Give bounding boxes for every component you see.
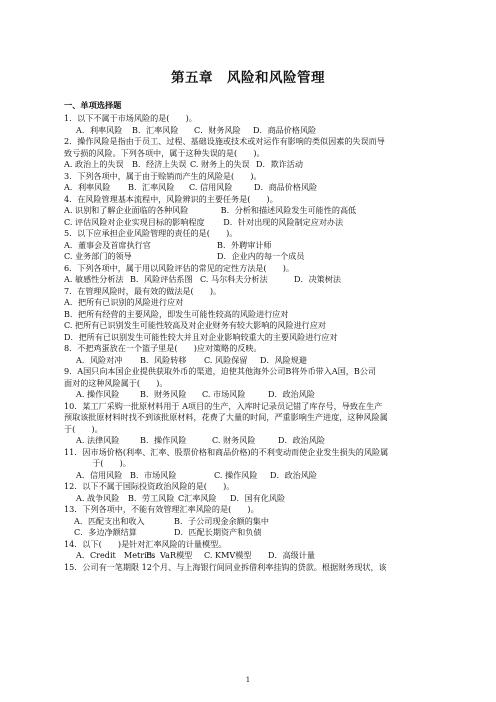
question-text-line: 预取该批原材料时找不到该批原材料，花费了大量的时间，严重影响生产进度，这种风险属	[64, 412, 388, 422]
answer-option: D．商品价格风险	[254, 182, 318, 192]
answer-options	[64, 435, 436, 447]
options-row	[76, 389, 436, 401]
question-text-line: 9．A国只向本国企业提供获取外币的渠道，迫使其他海外公司B将外币带入A国，B公司	[64, 366, 377, 376]
answer-option: B．风险转移	[140, 354, 187, 365]
question-text-line: 1．以下不属于市场风险的是( )。	[64, 113, 197, 123]
answer-options	[64, 274, 436, 286]
answer-option: C．多边净额结算	[74, 527, 137, 537]
answer-option: D．政治风险	[268, 389, 315, 399]
answer-option: C汇率风险	[178, 492, 217, 503]
chapter-title: 第五章 风险和风险管理	[171, 70, 325, 86]
answer-options	[64, 355, 436, 367]
answer-option: C. 财务上的失误	[190, 159, 250, 169]
question-text-line: 11．因市场价格(利率、汇率、股票价格和商品价格)的不利变动而使企业发生损失的风险属	[64, 446, 389, 457]
answer-option: A. 法律风险	[76, 435, 120, 445]
answer-option: D．政治风险	[270, 469, 317, 480]
answer-options	[64, 516, 436, 528]
answer-option: A．风险对冲	[76, 354, 123, 365]
answer-options	[64, 470, 436, 482]
answer-option: C. 信用风险	[189, 182, 233, 192]
answer-option: C. 操作风险	[214, 469, 258, 480]
answer-options	[64, 182, 436, 194]
answer-options	[64, 527, 436, 539]
options-row	[76, 550, 436, 562]
question-text-line: A．把所有已识别的风险进行应对	[64, 297, 184, 307]
options-row	[76, 435, 436, 447]
question-text-line: 13．下列各项中，不能有效管理汇率风险的是( )。	[64, 504, 259, 514]
answer-options	[64, 251, 436, 263]
answer-option: D．风险规避	[260, 354, 307, 365]
answer-options	[64, 493, 436, 505]
answer-options	[64, 240, 436, 252]
question-text-line: D．把所有已识别发生可能性较大并且对企业影响较重大的主要风险进行应对	[64, 331, 338, 342]
answer-option: C. 马尔科夫分析法	[200, 274, 268, 284]
answer-option: B．财务风险	[140, 389, 187, 399]
answer-option: B．风险评估系图	[130, 274, 193, 284]
answer-option: C．财务风险	[194, 124, 241, 135]
question-text-line: 8．不把鸡蛋放在一个篮子里是( )应对策略的反映。	[64, 343, 262, 353]
question-text-line: 于( )。	[76, 458, 131, 468]
answer-options	[64, 389, 436, 401]
answer-option: A．匹配支出和收入	[74, 515, 145, 526]
question-list	[64, 113, 436, 573]
answer-option: A．董事会及首席执行官	[64, 239, 151, 250]
question-text-line: 致亏损的风险。下列各项中，属于这种失误的是( )。	[64, 147, 265, 158]
options-row	[64, 251, 436, 263]
answer-options	[64, 159, 436, 171]
question-text-line: 4．在风险管理基本流程中，风险辨识的主要任务是( )。	[64, 193, 278, 204]
options-row	[74, 516, 436, 528]
options-row	[76, 125, 436, 137]
answer-option: D．决策树法	[294, 274, 341, 284]
answer-option: D．商品价格风险	[253, 124, 317, 135]
options-row	[74, 527, 436, 539]
options-row	[76, 493, 436, 505]
question-text-line: 面对的这种风险属于( )。	[64, 377, 168, 388]
answer-option: D．高级计量	[268, 550, 315, 560]
section-heading: 一、单项选择题	[64, 100, 122, 110]
answer-option: A．利率风险	[76, 124, 123, 135]
question-text-line: 14．以下( )是针对汇率风险的计量模型。	[64, 538, 227, 549]
question-text-line: 15．公司有一笔期限 12个月、与上海银行间同业拆借利率挂钩的贷款。根据财务现状，该	[64, 561, 387, 572]
answer-option: B．市场风险	[130, 469, 177, 480]
question-text-line: 于( )。	[64, 423, 103, 434]
options-row	[64, 240, 436, 252]
answer-option: A．Credit Metrics	[76, 550, 156, 560]
answer-option: B．操作风险	[140, 435, 187, 445]
answer-option: C. 财务风险	[212, 435, 256, 445]
answer-option: C. 市场风险	[202, 389, 246, 399]
options-row	[64, 182, 436, 194]
answer-option: A．利率风险	[64, 182, 111, 192]
question-text-line: 7．在管理风险时，最有效的做法是( )。	[64, 285, 222, 296]
question-text-line: 2．操作风险是指由于员工、过程、基础设施或技术或对运作有影响的类似因素的失误而导	[64, 136, 385, 146]
answer-options	[64, 125, 436, 137]
answer-option: B．经济上失误	[132, 159, 187, 169]
answer-option: D．企业内的每一个成员	[217, 251, 305, 261]
question-text-line: 3．下列各项中，属于由于赊销而产生的风险是( )。	[64, 170, 262, 181]
question-text-line: B．把所有经营的主要风险，即发生可能性较高的风险进行应对	[64, 308, 289, 319]
options-row	[76, 355, 436, 367]
question-text-line: A. 识别和了解企业面临的各种风险 B．分析和描述风险发生可能性的高低	[64, 205, 357, 215]
question-text-line: 5．以下应承担企业风险管理的责任的是( )。	[64, 228, 238, 238]
answer-options	[64, 550, 436, 562]
options-row	[64, 274, 436, 286]
options-row	[64, 159, 436, 171]
answer-option: A. 政治上的失误	[64, 159, 124, 169]
answer-option: C. KMV模型	[204, 550, 252, 560]
answer-option: D．欺诈活动	[256, 159, 303, 169]
answer-option: D．匹配长期资产和负债	[174, 527, 262, 537]
answer-option: B．汇率风险	[132, 124, 179, 135]
options-row	[76, 470, 436, 482]
page-number: 1	[245, 676, 251, 684]
answer-option: A. 操作风险	[76, 389, 120, 399]
question-text-line: C. 把所有已识别发生可能性较高及对企业财务有较大影响的风险进行应对	[64, 320, 326, 330]
question-text-line: 6．下列各项中，属于用以风险评估的常见的定性方法是( )。	[64, 262, 294, 273]
question-text-line: C. 评估风险对企业实现目标的影响程度 D．针对出现的风险制定应对办法	[64, 216, 344, 227]
answer-option: B．外聘审计师	[217, 239, 272, 250]
answer-option: C. 业务部门的领导	[64, 251, 132, 261]
answer-option: A. 战争风险	[76, 492, 120, 503]
answer-option: B．子公司现金余额的集中	[174, 515, 269, 526]
answer-option: A. 敏感性分析法	[64, 274, 124, 284]
question-text-line: 10．某工厂采购一批原材料用于 A项目的生产，入库时记录员记错了库存号，导致在生产	[64, 400, 383, 411]
answer-option: D．国有化风险	[230, 492, 286, 503]
answer-option: C. 风险保留	[204, 354, 248, 365]
answer-option: B．劳工风险	[128, 492, 175, 503]
answer-option: A．信用风险	[76, 469, 123, 480]
answer-option: B．VaR模型	[146, 550, 193, 560]
answer-option: B．汇率风险	[128, 182, 175, 192]
answer-option: D．政治风险	[278, 435, 325, 445]
question-text-line: 12．以下不属于国际投资政治风险的是( )。	[64, 481, 235, 491]
